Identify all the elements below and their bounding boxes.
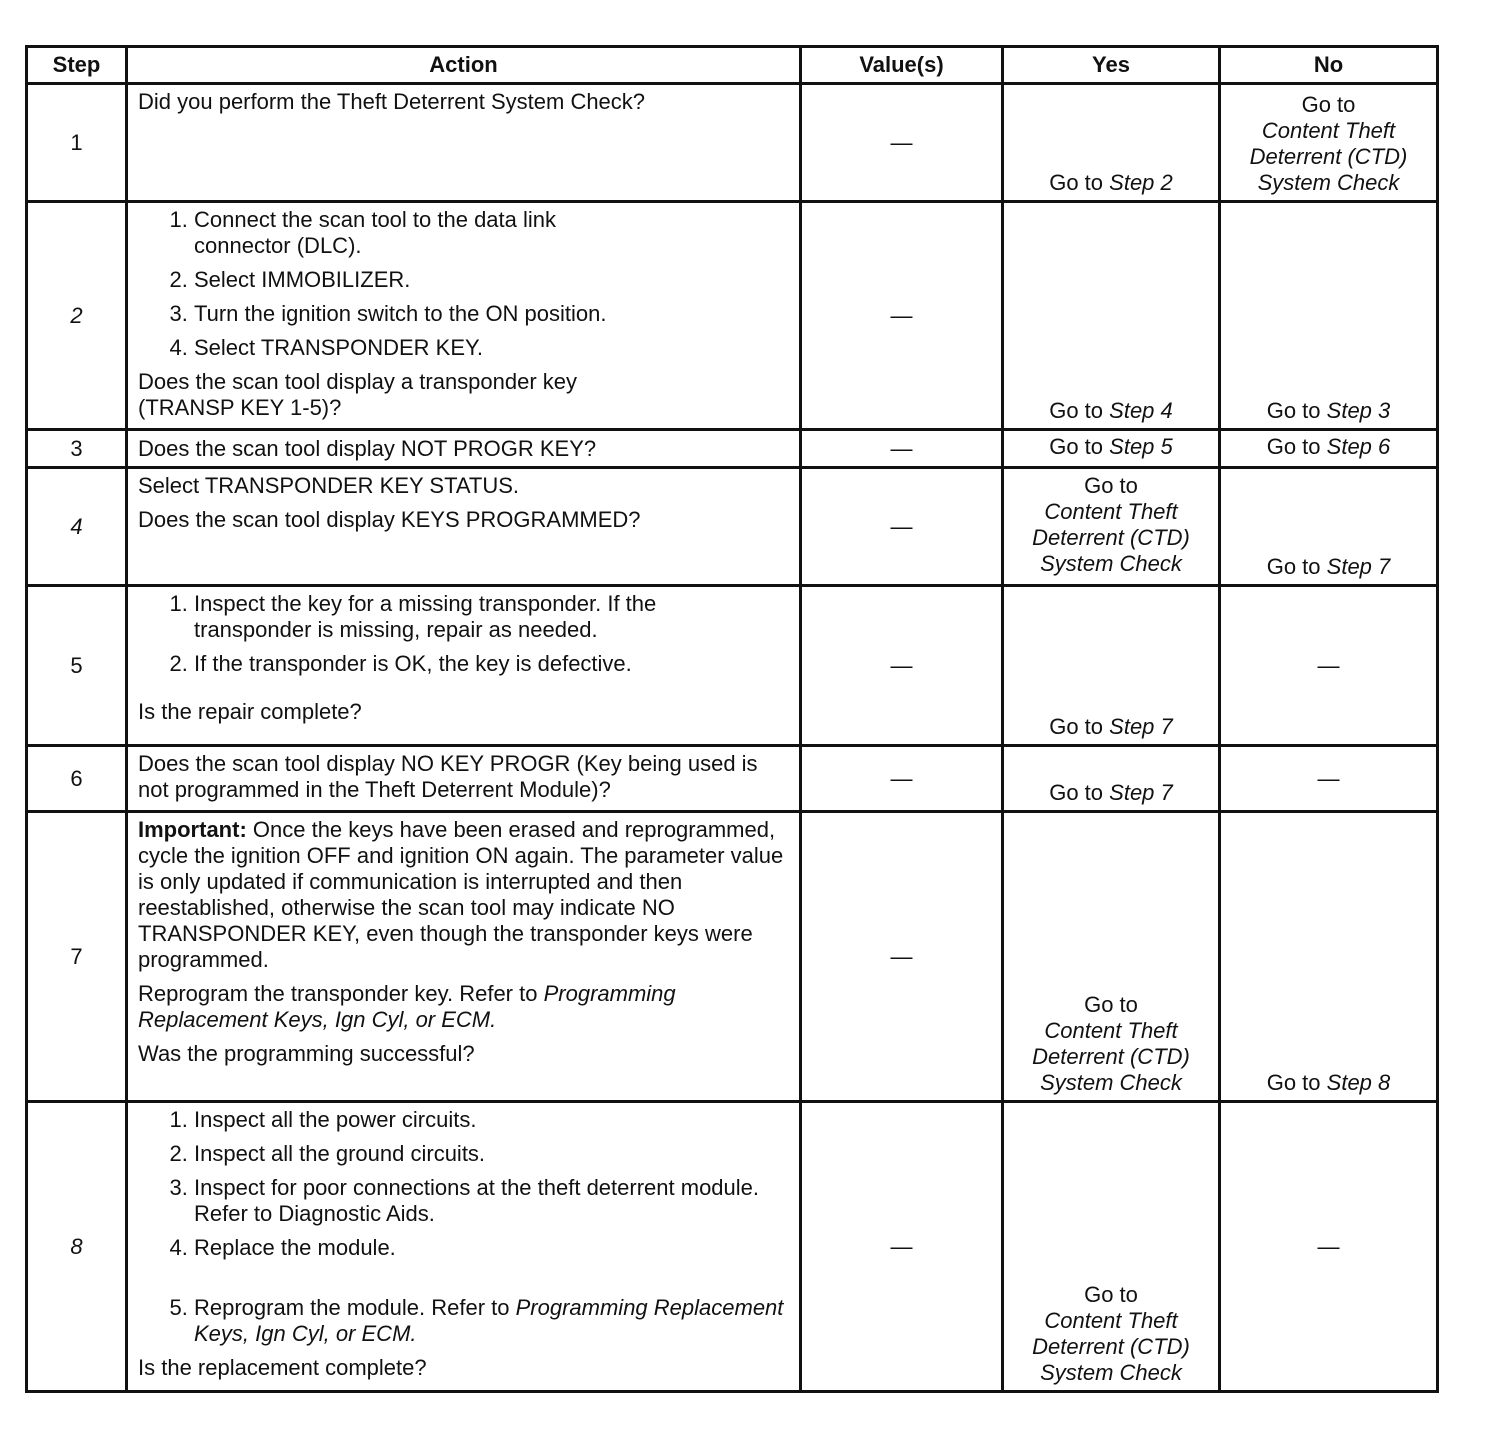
no-cell	[1220, 746, 1438, 812]
table-row-step-6	[27, 746, 1438, 812]
ctd-line-3: System Check	[1040, 1360, 1182, 1385]
ctd-line-1: Content Theft	[1044, 1018, 1178, 1043]
action-step: 4. Select TRANSPONDER KEY.	[194, 335, 789, 361]
no-dash: —	[1317, 765, 1340, 791]
table-row-step-2	[27, 202, 1438, 430]
step-number: 1	[27, 84, 127, 202]
value-cell	[801, 84, 1003, 202]
header-step: Step	[27, 47, 127, 84]
action-step: 2. Inspect all the ground circuits.	[194, 1141, 789, 1167]
ctd-line-3: System Check	[1040, 1070, 1182, 1095]
action-steps	[138, 1107, 789, 1347]
no-cell	[1220, 468, 1438, 586]
yes-cell	[1003, 1102, 1220, 1392]
goto-text: Go to	[1049, 398, 1104, 423]
ctd-line-3: System Check	[1040, 551, 1182, 576]
step-number: 3	[27, 430, 127, 468]
ctd-line-2: Deterrent (CTD)	[1032, 1044, 1190, 1069]
step-link[interactable]: Step 6	[1326, 433, 1391, 459]
ctd-line-2: Deterrent (CTD)	[1032, 1334, 1190, 1359]
yes-cell	[1003, 812, 1220, 1102]
ctd-link[interactable]	[1221, 118, 1436, 196]
step-link[interactable]: Step 7	[1109, 714, 1173, 739]
action-cell	[127, 202, 801, 430]
action-text: Select TRANSPONDER KEY STATUS.	[138, 473, 520, 498]
ctd-line-1: Content Theft	[1261, 118, 1396, 143]
programming-link[interactable]: Programming Replacement Keys, Ign Cyl, or ECM.	[194, 1295, 784, 1346]
action-question: Does the scan tool display a transponder key (TRANSP KEY 1-5)?	[138, 369, 578, 420]
goto-text: Go to	[1084, 1282, 1138, 1307]
value-dash: —	[890, 513, 913, 539]
value-cell	[801, 468, 1003, 586]
action-cell	[127, 812, 801, 1102]
action-cell	[127, 746, 801, 812]
important-label: Important:	[138, 817, 247, 842]
action-step: 2. Select IMMOBILIZER.	[194, 267, 789, 293]
action-question: Did you perform the Theft Deterrent System Check?	[138, 89, 646, 114]
value-dash: —	[890, 943, 913, 969]
header-values: Value(s)	[801, 47, 1003, 84]
goto-text: Go to	[1084, 992, 1138, 1017]
table-row-step-4	[27, 468, 1438, 586]
reprogram-text: Reprogram the module. Refer to	[194, 1295, 510, 1320]
step-link[interactable]: Step 7	[1109, 780, 1173, 805]
action-question: Does the scan tool display NO KEY PROGR (Key being used is not programmed in the Theft Deterrent Module)?	[138, 751, 758, 802]
no-dash: —	[1317, 652, 1340, 678]
action-question: Was the programming successful?	[138, 1041, 475, 1066]
action-steps	[138, 207, 789, 361]
table-row-step-8	[27, 1102, 1438, 1392]
action-question: Does the scan tool display NOT PROGR KEY?	[138, 435, 597, 461]
action-text	[138, 981, 789, 1033]
action-step: 4. Replace the module.	[194, 1235, 789, 1261]
step-link[interactable]: Step 5	[1109, 433, 1173, 459]
diagnostic-table	[25, 45, 1439, 1393]
step-link[interactable]: Step 3	[1326, 398, 1391, 423]
no-cell	[1220, 1102, 1438, 1392]
step-number: 2	[27, 202, 127, 430]
action-step: 1. Inspect the key for a missing transponder. If the transponder is missing, repair as needed.	[194, 591, 789, 643]
important-text: Once the keys have been erased and reprogrammed, cycle the ignition OFF and ignition ON again. The parameter value is only updated if communication is interrupted and then reestablished, otherwise the scan tool may indicate NO TRANSPONDER KEY, even though the transponder keys were programmed.	[138, 817, 784, 972]
goto-text: Go to	[1266, 398, 1321, 423]
important-note	[138, 817, 789, 973]
ctd-line-2: Deterrent (CTD)	[1249, 144, 1408, 169]
ctd-line-1: Content Theft	[1044, 1308, 1178, 1333]
header-yes: Yes	[1003, 47, 1220, 84]
action-step: 2. If the transponder is OK, the key is defective.	[194, 651, 789, 677]
action-steps	[138, 591, 789, 677]
value-cell	[801, 430, 1003, 468]
value-dash: —	[890, 765, 913, 791]
action-question: Is the repair complete?	[138, 699, 362, 724]
step-link[interactable]: Step 4	[1109, 398, 1173, 423]
goto-text: Go to	[1084, 473, 1138, 498]
no-cell	[1220, 202, 1438, 430]
ctd-link[interactable]	[1004, 499, 1218, 577]
table-row-step-5	[27, 586, 1438, 746]
no-cell	[1220, 586, 1438, 746]
value-dash: —	[890, 652, 913, 678]
programming-link[interactable]: Programming Replacement Keys, Ign Cyl, or ECM.	[138, 981, 676, 1032]
header-action: Action	[127, 47, 801, 84]
goto-text: Go to	[1049, 714, 1104, 739]
yes-cell	[1003, 468, 1220, 586]
table-row-step-7	[27, 812, 1438, 1102]
action-question: Does the scan tool display KEYS PROGRAMMED?	[138, 507, 641, 532]
no-cell	[1220, 84, 1438, 202]
ctd-line-2: Deterrent (CTD)	[1032, 525, 1190, 550]
value-cell	[801, 202, 1003, 430]
value-dash: —	[890, 435, 913, 461]
step-link[interactable]: Step 8	[1326, 1070, 1391, 1095]
value-cell	[801, 746, 1003, 812]
goto-text: Go to	[1049, 433, 1104, 459]
action-cell	[127, 586, 801, 746]
reprogram-text: Reprogram the transponder key. Refer to	[138, 981, 538, 1006]
table-row-step-3	[27, 430, 1438, 468]
yes-cell	[1003, 430, 1220, 468]
no-cell	[1220, 812, 1438, 1102]
step-link[interactable]: Step 7	[1326, 554, 1391, 579]
action-cell	[127, 1102, 801, 1392]
ctd-line-1: Content Theft	[1044, 499, 1178, 524]
value-cell	[801, 1102, 1003, 1392]
ctd-line-3: System Check	[1257, 170, 1400, 195]
step-number: 7	[27, 812, 127, 1102]
goto-text: Go to	[1266, 554, 1321, 579]
goto-text: Go to	[1049, 170, 1104, 195]
header-row	[27, 47, 1438, 84]
step-number: 6	[27, 746, 127, 812]
yes-cell	[1003, 84, 1220, 202]
step-link[interactable]: Step 2	[1109, 170, 1173, 195]
no-dash: —	[1317, 1233, 1340, 1259]
step-number: 8	[27, 1102, 127, 1392]
step-number: 4	[27, 468, 127, 586]
yes-cell	[1003, 586, 1220, 746]
action-question: Is the replacement complete?	[138, 1355, 427, 1380]
no-cell	[1220, 430, 1438, 468]
action-step: 1. Connect the scan tool to the data link connector (DLC).	[194, 207, 789, 259]
ctd-link[interactable]	[1004, 1018, 1218, 1096]
goto-text: Go to	[1301, 92, 1356, 117]
goto-text: Go to	[1049, 780, 1104, 805]
value-cell	[801, 586, 1003, 746]
ctd-link[interactable]	[1004, 1308, 1218, 1386]
action-step	[194, 1295, 789, 1347]
action-step: 3. Turn the ignition switch to the ON position.	[194, 301, 789, 327]
action-cell	[127, 468, 801, 586]
step-number: 5	[27, 586, 127, 746]
value-dash: —	[890, 302, 913, 328]
yes-cell	[1003, 746, 1220, 812]
value-dash: —	[890, 1233, 913, 1259]
table-row-step-1	[27, 84, 1438, 202]
header-no: No	[1220, 47, 1438, 84]
action-cell	[127, 84, 801, 202]
goto-text: Go to	[1266, 1070, 1321, 1095]
goto-text: Go to	[1266, 433, 1321, 459]
action-step: 1. Inspect all the power circuits.	[194, 1107, 789, 1133]
action-cell	[127, 430, 801, 468]
action-step: 3. Inspect for poor connections at the theft deterrent module. Refer to Diagnostic Aids.	[194, 1175, 789, 1227]
yes-cell	[1003, 202, 1220, 430]
value-dash: —	[890, 129, 913, 155]
value-cell	[801, 812, 1003, 1102]
